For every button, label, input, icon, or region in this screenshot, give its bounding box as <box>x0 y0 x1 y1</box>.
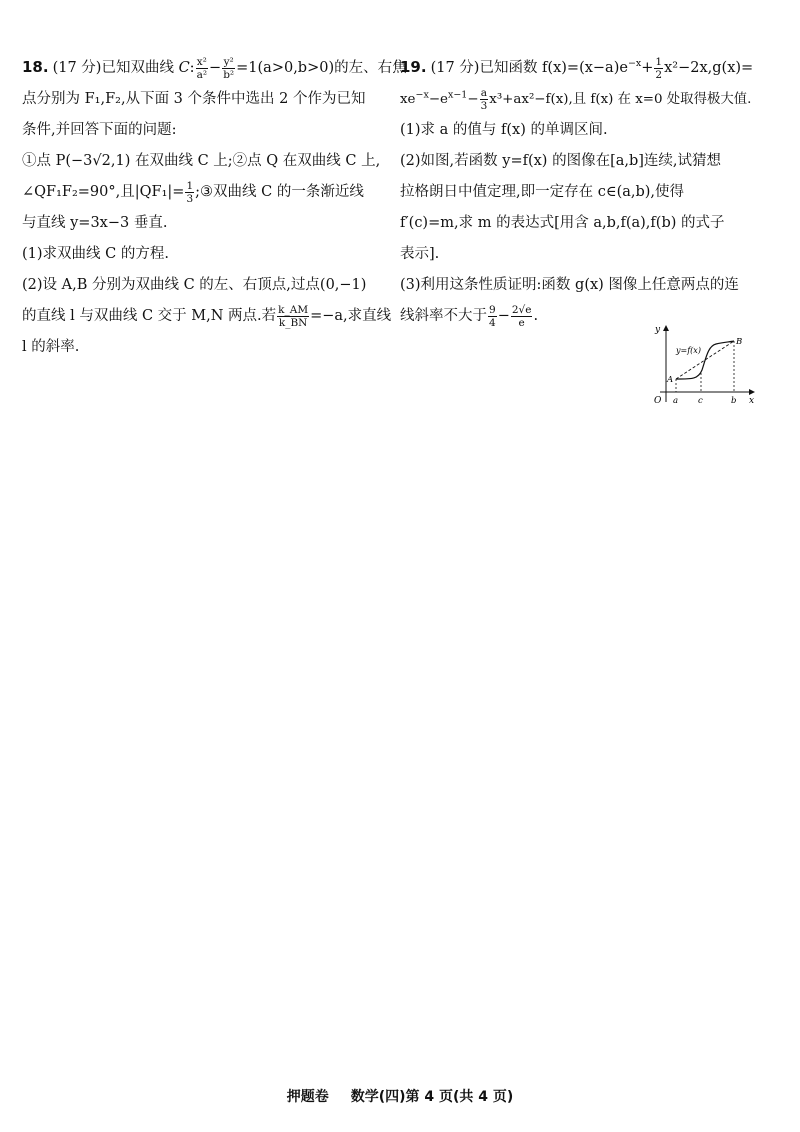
q19-l2-b: −e <box>428 92 448 107</box>
tick-c-label: c <box>698 396 703 406</box>
tick-b-label: b <box>731 396 737 406</box>
q18-frac-k <box>277 304 309 329</box>
q19-line-6: f′(c)=m,求 m 的表达式[用含 a,b,f(a),f(b) 的式子 <box>400 215 725 231</box>
q19-nine: 9 <box>489 303 496 316</box>
q18-line-6: 与直线 y=3x−3 垂直. <box>22 215 168 231</box>
footer-left: 押题卷 <box>286 1089 329 1105</box>
q18-line-1 <box>22 52 407 84</box>
q18-y2: y² <box>223 55 234 68</box>
q19-frac-a3 <box>480 87 489 112</box>
mean-value-figure <box>646 322 758 408</box>
q19-line-1 <box>400 52 770 84</box>
q19-number: 19. <box>400 58 427 76</box>
q18-line-2: 点分别为 F₁,F₂,从下面 3 个条件中选出 2 个作为已知 <box>22 91 366 107</box>
q18-line-8: (2)设 A,B 分别为双曲线 C 的左、右顶点,过点(0,−1) <box>22 277 367 293</box>
q18-line-10: l 的斜率. <box>22 339 80 355</box>
q18-frac-y <box>222 56 235 81</box>
q18-l1-b: C <box>178 60 190 76</box>
q19-l2-exp2: x−1 <box>447 89 468 101</box>
q19-half-den: 2 <box>655 68 663 81</box>
q18-number: 18. <box>22 58 49 76</box>
q18-a2: a² <box>196 68 208 81</box>
q19-l9-a: 线斜率不大于 <box>400 308 487 324</box>
q19-l1-c: x²−2x,g(x)= <box>664 60 754 76</box>
q18-l1-d: − <box>209 60 222 76</box>
q19-e: e <box>518 316 525 329</box>
q18-frac-third <box>185 180 194 205</box>
q18-line-7: (1)求双曲线 C 的方程. <box>22 246 169 262</box>
q18-l1-c: : <box>189 60 195 76</box>
q18-kbn: k_BN <box>278 316 308 329</box>
q19-l2-a: xe <box>400 92 416 107</box>
q18-l9-b: =−a,求直线 <box>310 308 392 324</box>
q18-l1-e: =1(a>0,b>0)的左、右焦 <box>236 60 407 76</box>
q19-line-8: (3)利用这条性质证明:函数 g(x) 图像上任意两点的连 <box>400 277 739 293</box>
q18-frac-x <box>196 56 208 81</box>
q19-line-2 <box>400 84 770 115</box>
q19-l1-a: (17 分)已知函数 f(x)=(x−a)e <box>430 60 628 76</box>
q19-a-den: 3 <box>480 100 488 112</box>
q18-l5-a: ∠QF₁F₂=90°,且|QF₁|= <box>22 184 185 200</box>
question-18 <box>22 52 407 363</box>
q19-line-5: 拉格朗日中值定理,即一定存在 c∈(a,b),使得 <box>400 184 685 200</box>
y-axis-label: y <box>655 325 661 335</box>
x-axis-label: x <box>749 396 755 406</box>
q19-half-num: 1 <box>655 55 663 68</box>
page-footer <box>0 1086 800 1106</box>
q18-one: 1 <box>186 179 194 192</box>
q19-four: 4 <box>489 316 496 329</box>
q19-l2-d: x³+ax²−f(x),且 f(x) 在 x=0 处取得极大值. <box>489 92 752 107</box>
q18-l5-b: ;③双曲线 C 的一条渐近线 <box>195 184 364 200</box>
q19-line-4: (2)如图,若函数 y=f(x) 的图像在[a,b]连续,试猜想 <box>400 153 722 169</box>
question-19 <box>400 52 770 332</box>
q18-line-9 <box>22 301 392 332</box>
q19-l1-exp: −x <box>627 58 642 70</box>
footer-right: 数学(四)第 4 页(共 4 页) <box>350 1089 514 1105</box>
q18-line-3: 条件,并回答下面的问题: <box>22 122 177 138</box>
q19-frac-sqrt-e <box>511 304 533 329</box>
point-a-label: A <box>667 375 674 385</box>
q18-line-5 <box>22 177 380 208</box>
tick-a-label: a <box>673 396 679 406</box>
q18-b2: b² <box>223 68 235 81</box>
q19-l2-c: − <box>467 92 479 107</box>
q18-x2: x² <box>196 55 207 68</box>
q19-a-num: a <box>480 87 488 99</box>
q19-l1-b: + <box>641 60 654 76</box>
q19-frac-94 <box>488 304 497 329</box>
q19-l9-c: . <box>533 308 539 324</box>
q18-l9-a: 的直线 l 与双曲线 C 交于 M,N 两点.若 <box>22 308 277 324</box>
q19-line-7: 表示]. <box>400 246 440 262</box>
curve-label: y=f(x) <box>676 346 701 355</box>
q18-kam: k_AM <box>278 303 309 316</box>
q19-l2-exp1: −x <box>415 89 429 101</box>
point-b-label: B <box>736 337 743 347</box>
origin-label: O <box>654 396 662 406</box>
q19-line-3: (1)求 a 的值与 f(x) 的单调区间. <box>400 122 608 138</box>
q18-three: 3 <box>186 192 194 205</box>
q18-l1-a: (17 分)已知双曲线 <box>52 60 179 76</box>
q19-frac-half <box>654 56 663 81</box>
q19-two-sqrt-e: 2√e <box>511 303 532 316</box>
q19-l9-b: − <box>497 308 510 324</box>
q18-line-4: ①点 P(−3√2,1) 在双曲线 C 上;②点 Q 在双曲线 C 上, <box>22 153 381 169</box>
